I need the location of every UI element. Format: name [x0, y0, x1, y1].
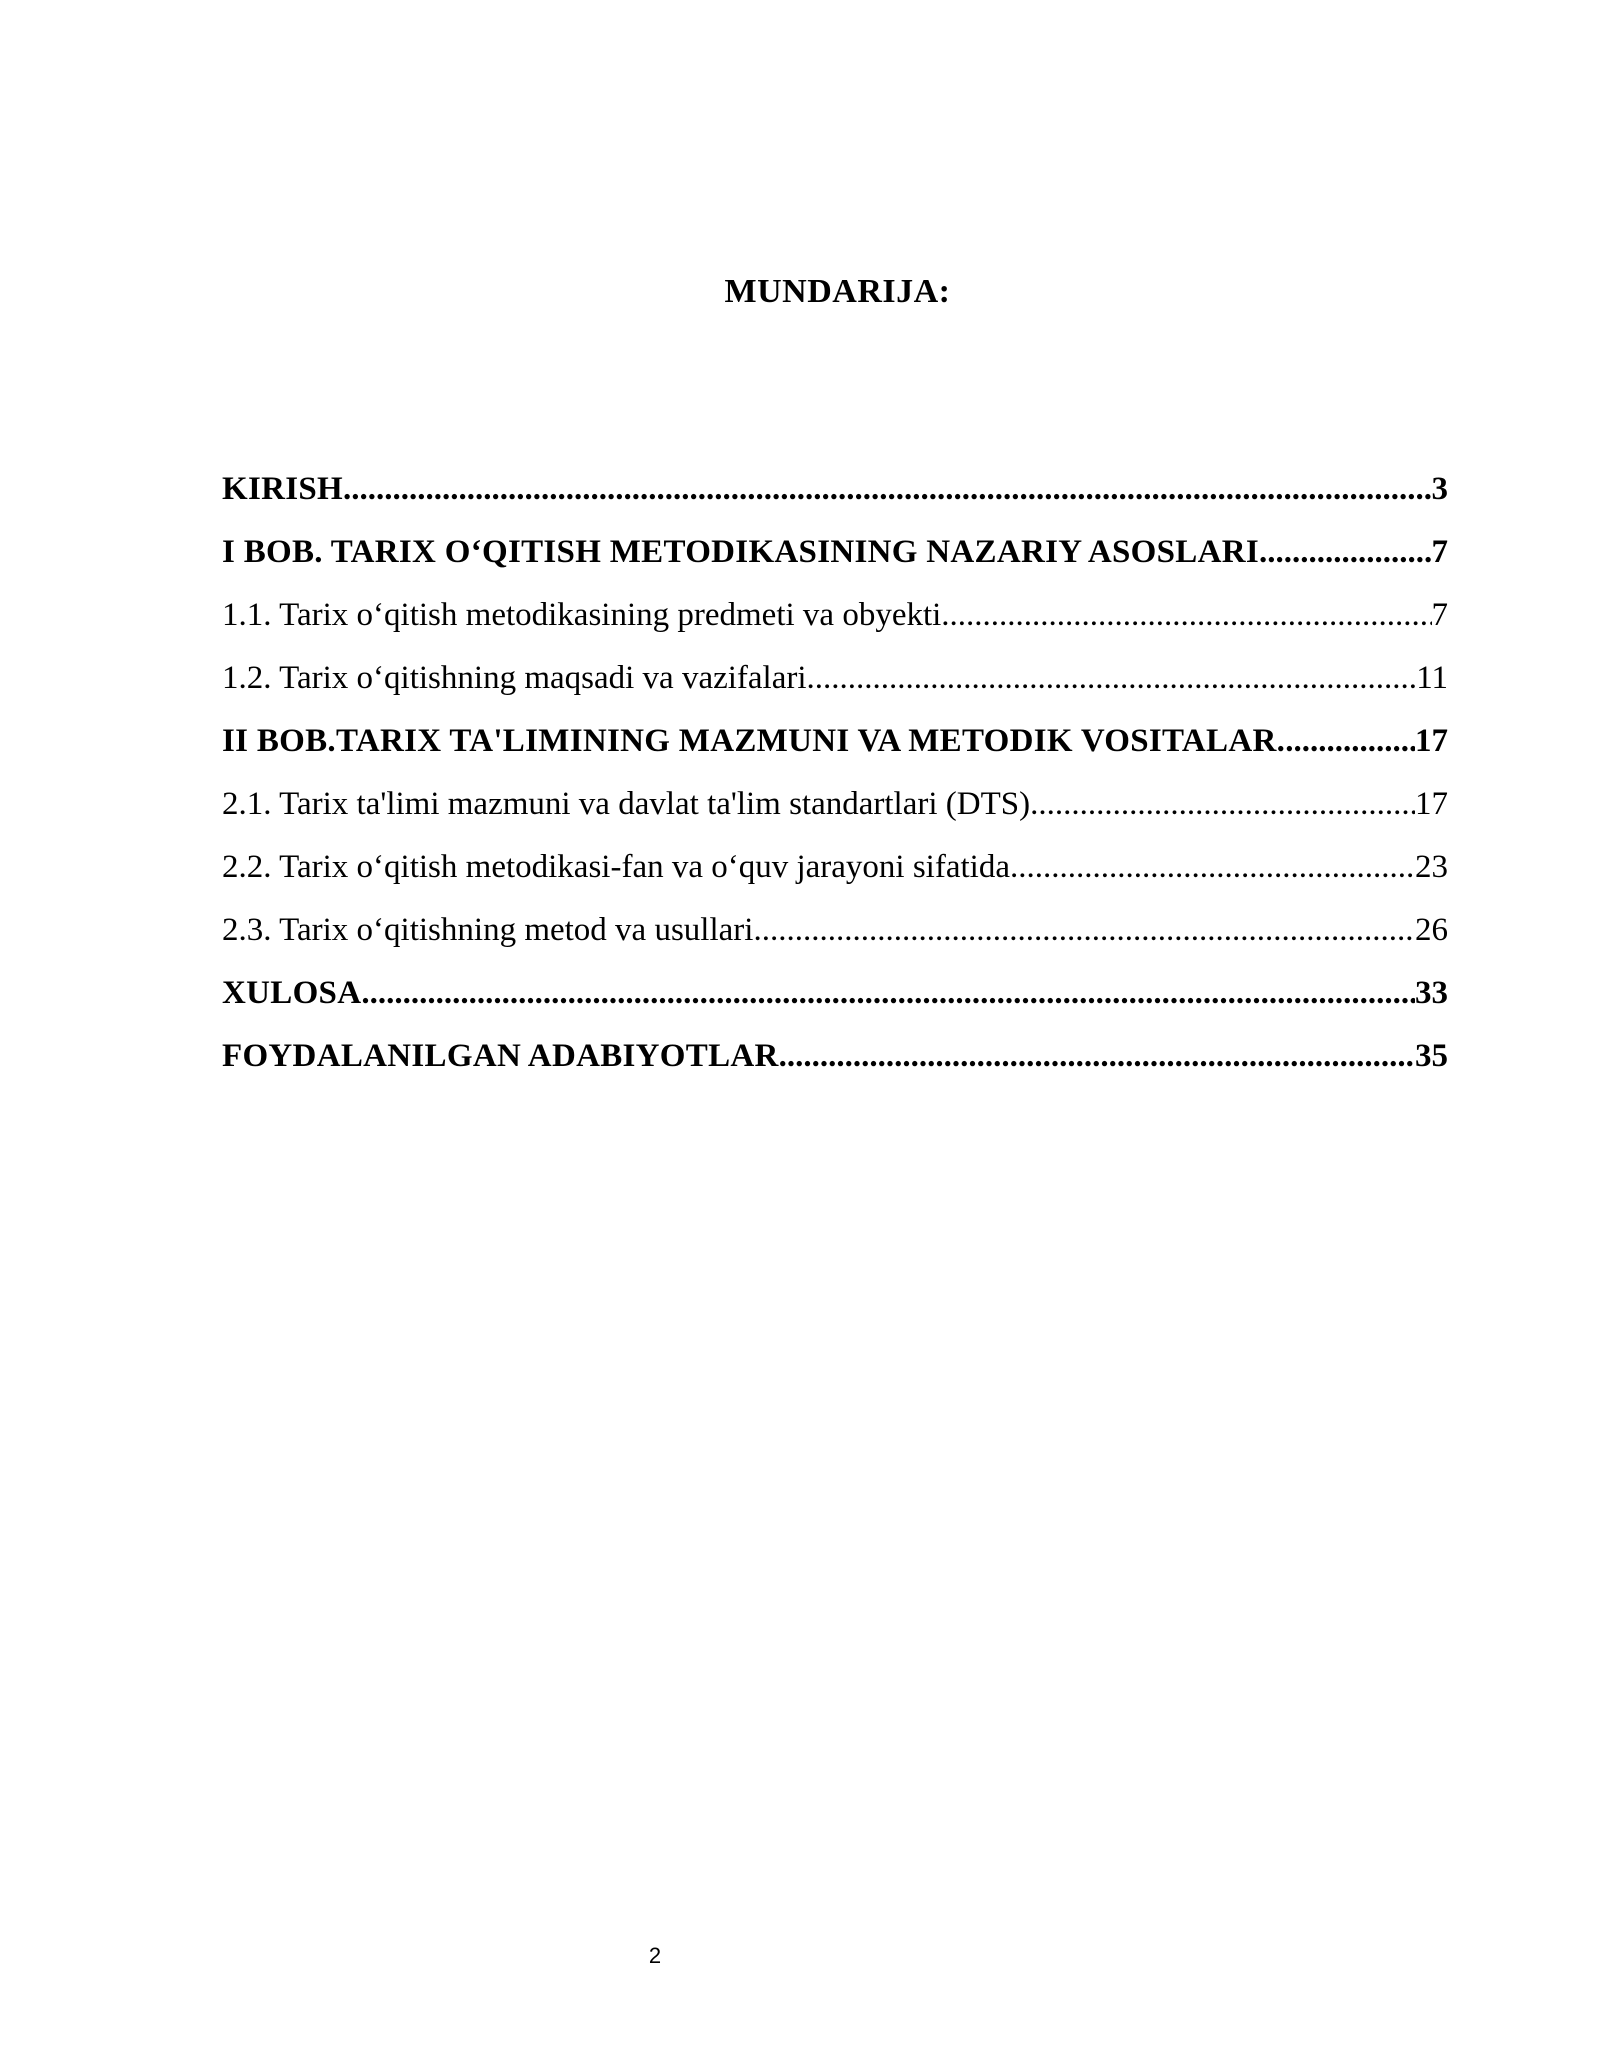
toc-entry-page: 7: [1431, 597, 1448, 633]
toc-entry-page: 35: [1415, 1038, 1448, 1074]
page-number: 2: [648, 1943, 662, 1968]
toc-dot-leader: [807, 647, 1417, 710]
toc-entry[interactable]: [222, 521, 1448, 584]
toc-entry[interactable]: [222, 962, 1448, 1025]
toc-entry-text: 1.1. Tarix o‘qitish metodikasining predmeti va obyekti: [222, 597, 942, 633]
toc-dot-leader: [779, 1025, 1415, 1088]
toc-entry[interactable]: [222, 584, 1448, 647]
toc-entry-text: KIRISH: [222, 471, 344, 507]
toc-entry-page: 17: [1415, 723, 1448, 759]
toc-entry[interactable]: [222, 647, 1448, 710]
page-title: MUNDARIJA:: [724, 273, 951, 310]
toc-entry-page: 11: [1416, 660, 1448, 696]
toc-entry-text: II BOB.TARIX TA'LIMINING MAZMUNI VA METODIK VOSITALAR.: [222, 723, 1286, 759]
toc-entry-text: 2.1. Tarix ta'limi mazmuni va davlat ta'lim standartlari (DTS): [222, 786, 1031, 822]
toc-dot-leader: [1285, 710, 1415, 773]
toc-entry-page: 33: [1415, 975, 1448, 1011]
toc-dot-leader: [753, 899, 1415, 962]
toc-entry-page: 7: [1431, 534, 1448, 570]
toc-entry-text: 2.2. Tarix o‘qitish metodikasi-fan va o‘quv jarayoni sifatida: [222, 849, 1010, 885]
toc-entry-text: I BOB. TARIX O‘QITISH METODIKASINING NAZARIY ASOSLARI: [222, 534, 1259, 570]
toc-entry[interactable]: [222, 836, 1448, 899]
toc-entry[interactable]: [222, 710, 1448, 773]
toc-entry[interactable]: [222, 899, 1448, 962]
toc-entry-page: 23: [1415, 849, 1448, 885]
toc-dot-leader: [1259, 521, 1432, 584]
toc-entry-text: XULOSA: [222, 975, 362, 1011]
toc-entry[interactable]: [222, 1025, 1448, 1088]
toc-dot-leader: [361, 962, 1415, 1025]
toc-entry-text: 2.3. Tarix o‘qitishning metod va usullari: [222, 912, 754, 948]
table-of-contents: [222, 458, 1448, 1088]
toc-entry-page: 3: [1431, 471, 1448, 507]
toc-entry[interactable]: [222, 773, 1448, 836]
toc-dot-leader: [941, 584, 1431, 647]
toc-dot-leader: [1010, 836, 1415, 899]
toc-entry[interactable]: [222, 458, 1448, 521]
toc-entry-text: FOYDALANILGAN ADABIYOTLAR: [222, 1038, 779, 1074]
toc-dot-leader: [1030, 773, 1415, 836]
toc-entry-page: 26: [1415, 912, 1448, 948]
toc-entry-text: 1.2. Tarix o‘qitishning maqsadi va vazifalari: [222, 660, 807, 696]
toc-entry-page: 17: [1415, 786, 1448, 822]
toc-dot-leader: [343, 458, 1431, 521]
